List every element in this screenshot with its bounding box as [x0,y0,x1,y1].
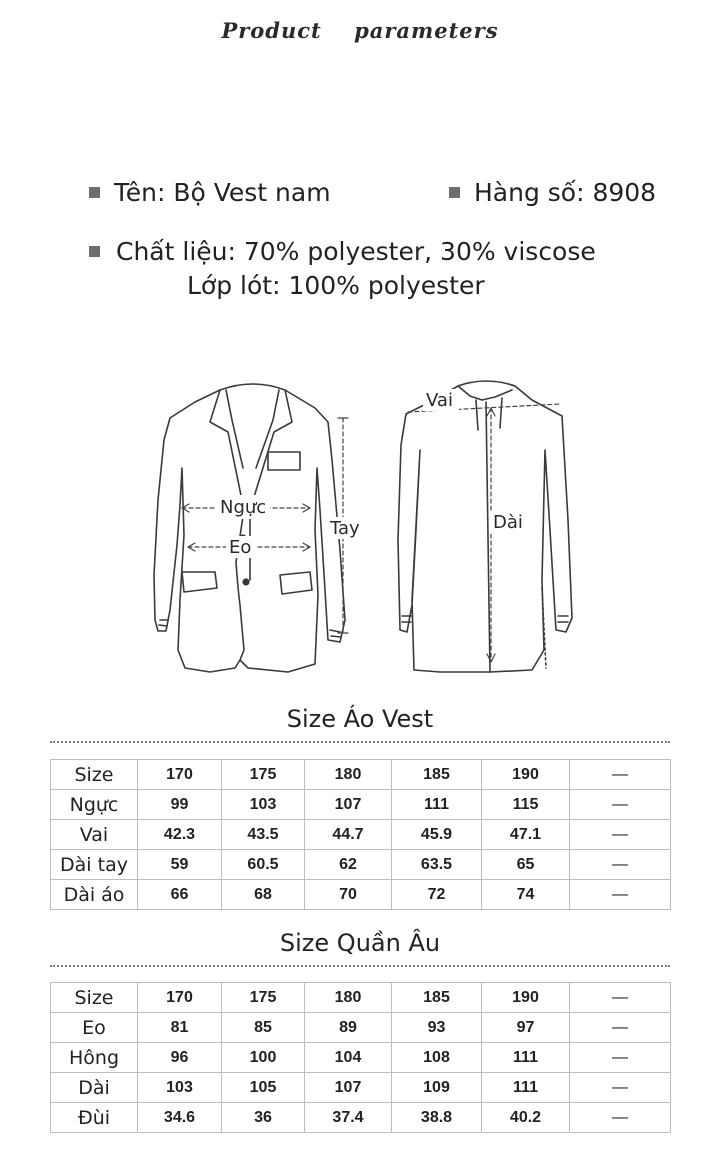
table-cell: 115 [482,790,570,820]
table-cell: 105 [222,1073,305,1103]
table-row [51,1013,671,1043]
table-cell: 36 [222,1103,305,1133]
table-cell: 100 [222,1043,305,1073]
label-chest: Ngực [220,497,267,518]
table-cell: 97 [482,1013,570,1043]
table-cell: 44.7 [305,820,392,850]
row-label: Eo [51,1013,138,1043]
table-cell: 96 [138,1043,222,1073]
table-cell: — [570,760,671,790]
row-label: Size [51,760,138,790]
table-cell: 103 [138,1073,222,1103]
label-sleeve: Tay [330,518,360,539]
table-cell: 107 [305,1073,392,1103]
table-cell: 68 [222,880,305,910]
table-row [51,850,671,880]
table-row [51,983,671,1013]
table-cell: 104 [305,1043,392,1073]
table-cell: 60.5 [222,850,305,880]
row-label: Size [51,983,138,1013]
table-cell: 185 [392,760,482,790]
table-cell: 85 [222,1013,305,1043]
table-cell: 180 [305,760,392,790]
table-cell: 74 [482,880,570,910]
table-cell: 190 [482,760,570,790]
table-cell: 72 [392,880,482,910]
table-cell: 103 [222,790,305,820]
table-cell: 180 [305,983,392,1013]
table-cell: 70 [305,880,392,910]
row-label: Dài tay [51,850,138,880]
page-heading [0,18,720,43]
table-cell: 66 [138,880,222,910]
bullet-code [449,187,460,198]
vest-size-title: Size Áo Vest [286,705,434,733]
bullet-name [89,187,100,198]
table-cell: — [570,1103,671,1133]
table-cell: 170 [138,760,222,790]
suit-illustration [140,350,580,690]
table-cell: 38.8 [392,1103,482,1133]
product-name: Tên: Bộ Vest nam [114,178,331,207]
table-cell: — [570,850,671,880]
table-cell: 59 [138,850,222,880]
table-row [51,790,671,820]
table-row [51,880,671,910]
table-cell: — [570,983,671,1013]
pants-size-title: Size Quần Âu [279,929,441,957]
vest-size-table [50,759,671,910]
table-cell: 43.5 [222,820,305,850]
table-cell: 81 [138,1013,222,1043]
table-cell: 40.2 [482,1103,570,1133]
table-cell: — [570,1043,671,1073]
table-cell: 47.1 [482,820,570,850]
table-cell: 45.9 [392,820,482,850]
table-cell: 185 [392,983,482,1013]
vest-divider [50,741,670,743]
table-cell: 65 [482,850,570,880]
row-label: Hông [51,1043,138,1073]
table-row [51,820,671,850]
table-row [51,1043,671,1073]
table-cell: 190 [482,983,570,1013]
suit-back-drawing [398,381,572,672]
table-row [51,1073,671,1103]
table-cell: 111 [482,1043,570,1073]
table-cell: — [570,1073,671,1103]
table-cell: 62 [305,850,392,880]
table-cell: 37.4 [305,1103,392,1133]
bullet-material [89,246,100,257]
product-lining: Lớp lót: 100% polyester [187,271,485,300]
table-cell: 108 [392,1043,482,1073]
heading-word-parameters: parameters [354,18,499,43]
pants-size-table [50,982,671,1133]
table-cell: 170 [138,983,222,1013]
heading-word-product: Product [221,18,322,43]
table-cell: — [570,880,671,910]
table-cell: 107 [305,790,392,820]
table-cell: 175 [222,983,305,1013]
table-cell: 111 [392,790,482,820]
table-cell: 93 [392,1013,482,1043]
table-cell: 63.5 [392,850,482,880]
table-cell: — [570,820,671,850]
product-material: Chất liệu: 70% polyester, 30% viscose [116,237,596,266]
table-row [51,760,671,790]
table-cell: 109 [392,1073,482,1103]
pants-divider [50,965,670,967]
product-code: Hàng số: 8908 [474,178,657,207]
table-cell: 42.3 [138,820,222,850]
row-label: Vai [51,820,138,850]
table-cell: — [570,1013,671,1043]
row-label: Dài áo [51,880,138,910]
table-cell: 99 [138,790,222,820]
label-shoulder: Vai [426,390,453,411]
table-cell: 34.6 [138,1103,222,1133]
row-label: Dài [51,1073,138,1103]
row-label: Ngực [51,790,138,820]
row-label: Đùi [51,1103,138,1133]
table-cell: 89 [305,1013,392,1043]
label-waist: Eo [229,537,252,558]
table-cell: 175 [222,760,305,790]
label-length: Dài [493,512,523,533]
table-cell: — [570,790,671,820]
suit-front-drawing [154,384,345,672]
table-cell: 111 [482,1073,570,1103]
table-row [51,1103,671,1133]
